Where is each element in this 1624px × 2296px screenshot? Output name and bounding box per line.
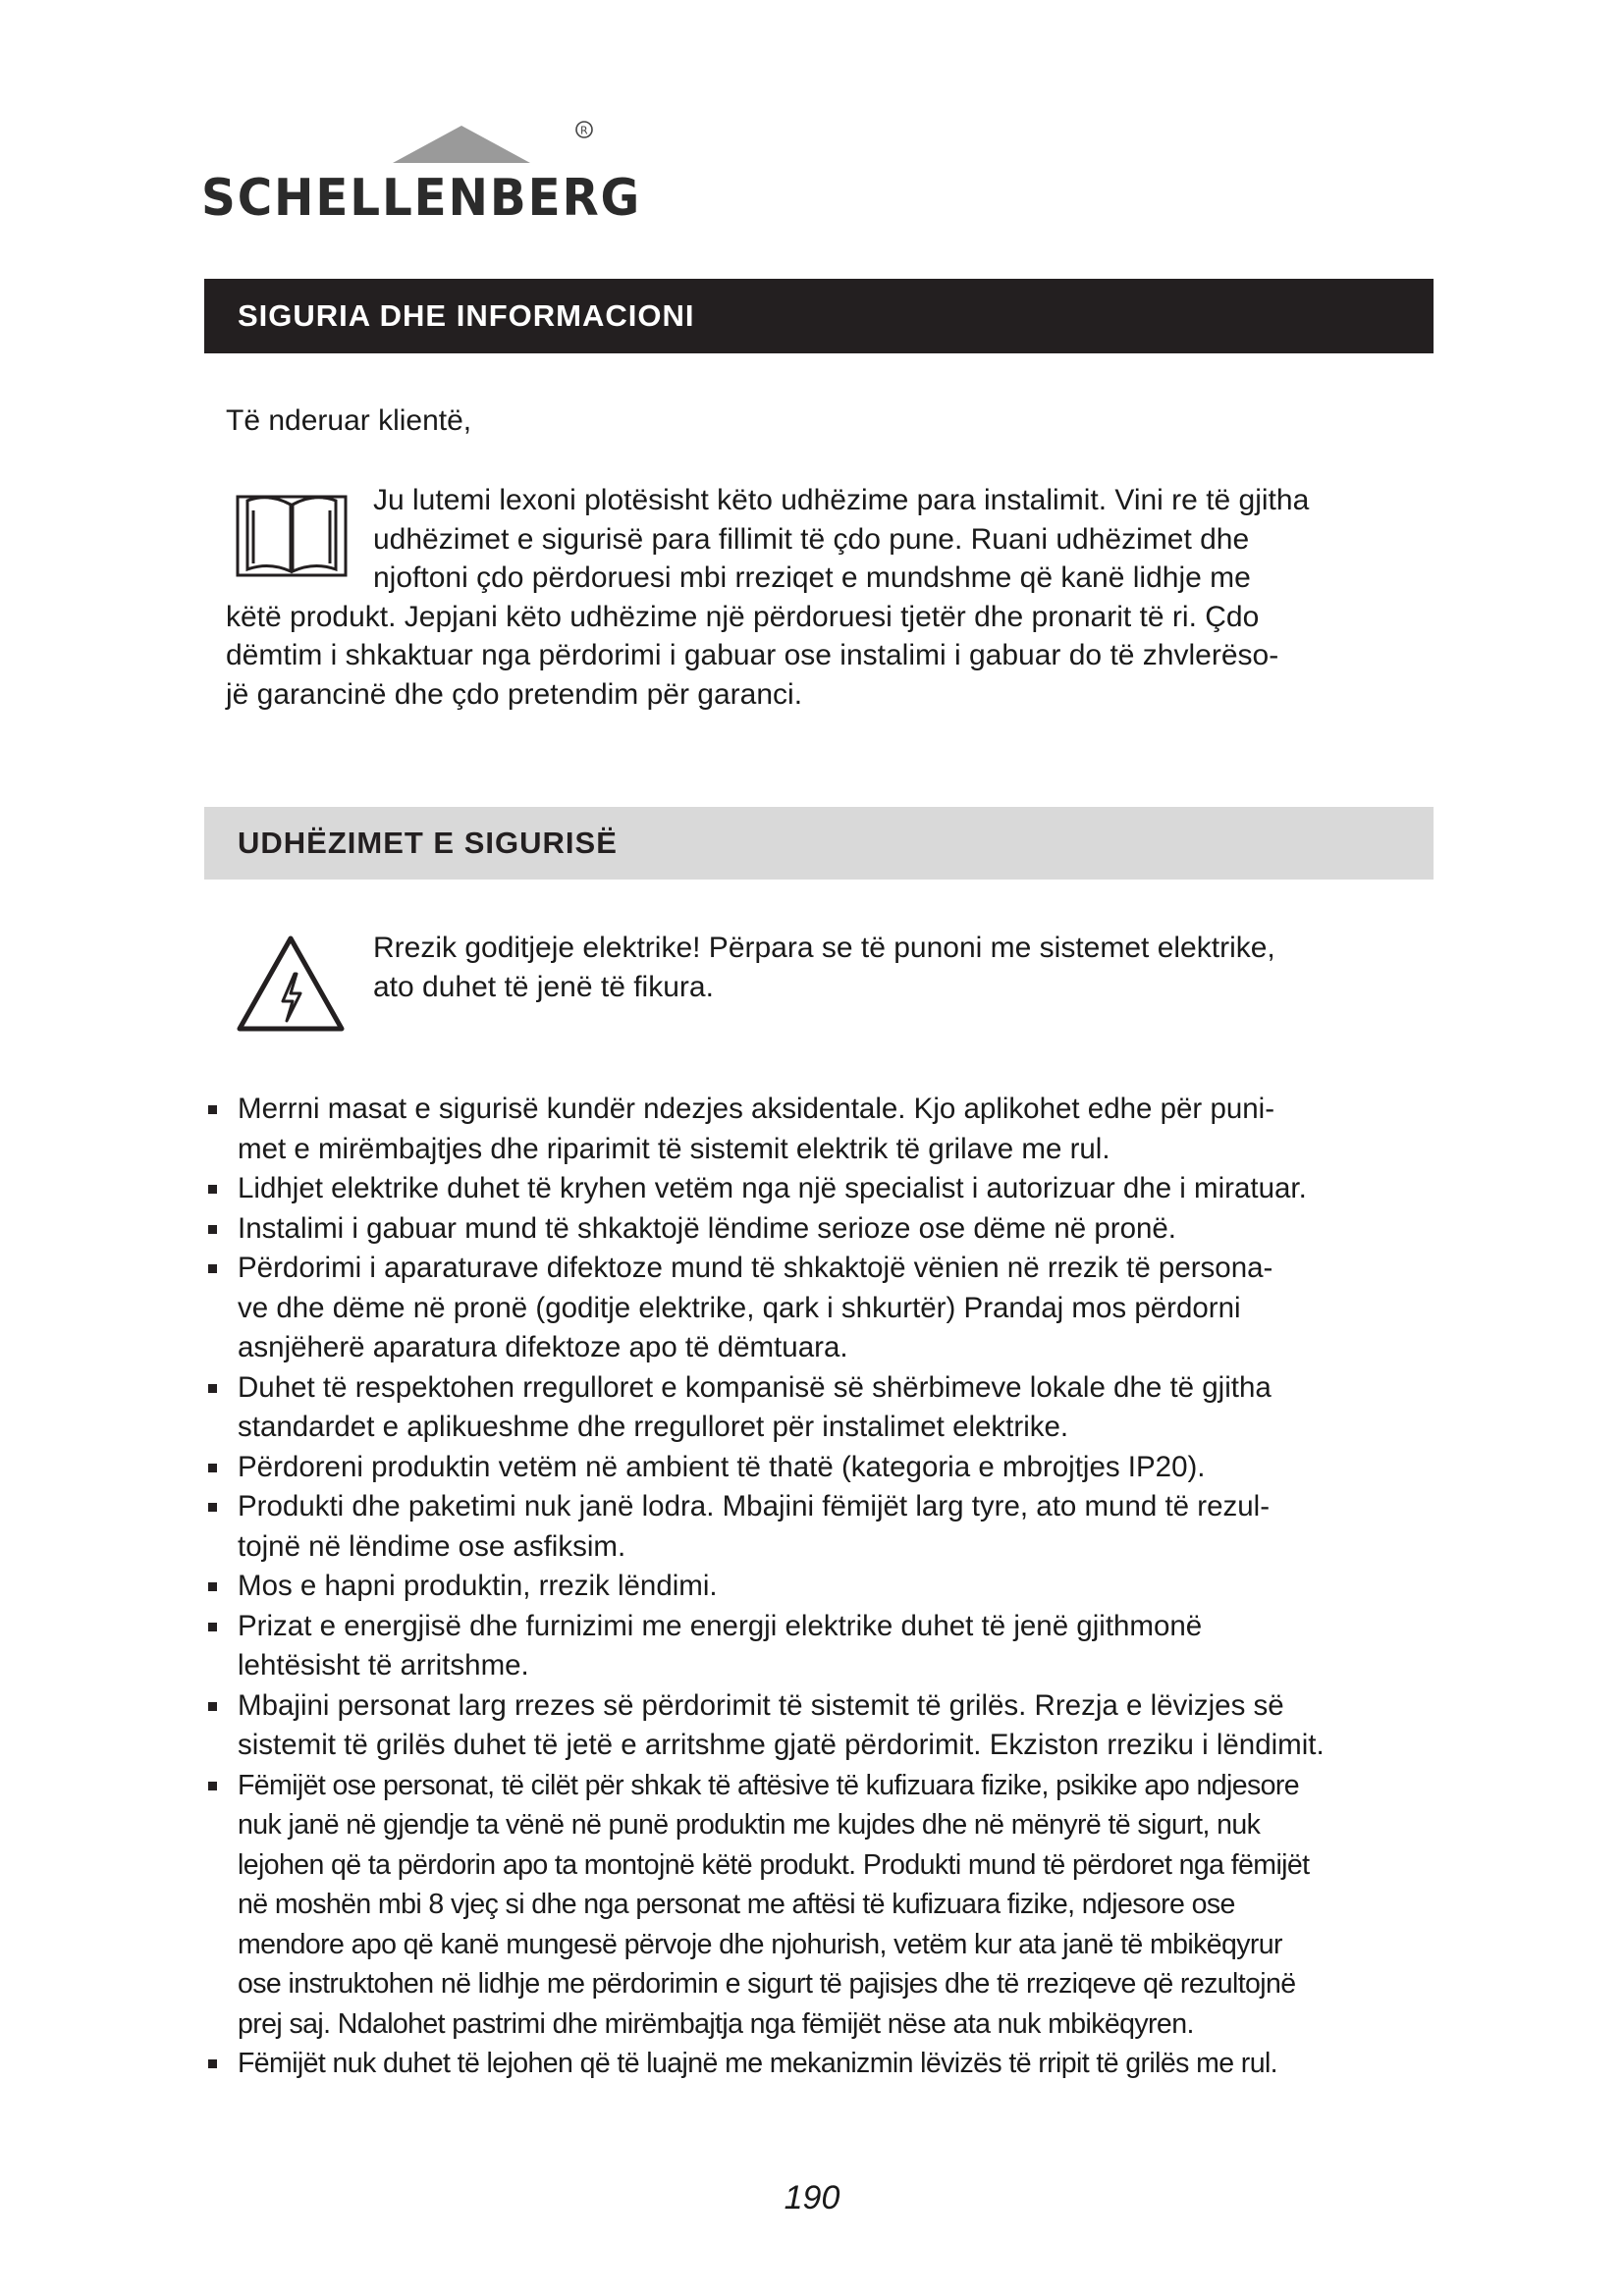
greeting: Të nderuar klientë, [226, 404, 472, 437]
safety-title: UDHËZIMET E SIGURISË [238, 826, 618, 860]
list-item [204, 1090, 1441, 1169]
section-title: SIGURIA DHE INFORMACIONI [238, 298, 695, 333]
list-item-line: standardet e aplikueshme dhe rregulloret për instalimet elektrike. [238, 1411, 1069, 1443]
list-item-line: ose instruktohen në lidhje me përdorimin e sigurt të pajisjes dhe të rreziqeve që rezultojnë [238, 1968, 1296, 2000]
list-item-line: Instalimi i gabuar mund të shkaktojë lëndime serioze ose dëme në pronë. [238, 1211, 1176, 1245]
list-item [204, 1169, 1441, 1209]
intro-line: Ju lutemi lexoni plotësisht këto udhëzime para instalimit. Vini re të gjitha [373, 484, 1310, 516]
list-item-line: në moshën mbi 8 vjeç si dhe nga personat me aftësi të kufizuara fizike, ndjesore ose [238, 1889, 1235, 1920]
list-item-line: Përdorimi i aparaturave difektoze mund të shkaktojë vënien në rrezik të persona- [238, 1252, 1273, 1284]
electric-warning-text [373, 929, 1275, 1007]
list-item-line: ve dhe dëme në pronë (goditje elektrike, qark i shkurtër) Prandaj mos përdorni [238, 1291, 1241, 1324]
list-item-line: prej saj. Ndalohet pastrimi dhe mirëmbajtja nga fëmijët nëse ata nuk mbikëqyren. [238, 2007, 1194, 2040]
list-item-line: Përdoreni produktin vetëm në ambient të thatë (kategoria e mbrojtjes IP20). [238, 1450, 1206, 1483]
list-item-line: Prizat e energjisë dhe furnizimi me energji elektrike duhet të jenë gjithmonë [238, 1609, 1203, 1642]
list-item-line: lejohen që ta përdorin apo ta montojnë këtë produkt. Produkti mund të përdoret nga fëmijët [238, 1848, 1310, 1881]
house-roof-icon [201, 118, 594, 177]
list-item [204, 1766, 1441, 2045]
safety-header [204, 807, 1434, 880]
list-item [204, 1487, 1441, 1567]
list-item-line: Duhet të respektohen rregulloret e kompanisë së shërbimeve lokale dhe të gjitha [238, 1370, 1272, 1404]
list-item-line: Lidhjet elektrike duhet të kryhen vetëm nga një specialist i autorizuar dhe i miratuar. [238, 1172, 1307, 1204]
intro-line: jë garancinë dhe çdo pretendim për garanci. [226, 677, 803, 711]
safety-instructions-list [204, 1090, 1441, 2084]
list-item-line: Produkti dhe paketimi nuk janë lodra. Mbajini fëmijët larg tyre, ato mund të rezul- [238, 1490, 1271, 1522]
list-item [204, 1448, 1441, 1488]
list-item [204, 1567, 1441, 1607]
list-item [204, 1686, 1441, 1766]
list-item-line: sistemit të grilës duhet të jetë e arritshme gjatë përdorimit. Ekziston rreziku i lëndimit. [238, 1729, 1325, 1761]
brand-name: SCHELLENBERG [201, 169, 642, 228]
list-item-line: Merrni masat e sigurisë kundër ndezjes aksidentale. Kjo aplikohet edhe për puni- [238, 1093, 1275, 1125]
registered-mark: R [580, 124, 588, 137]
list-item-line: lehtësisht të arritshme. [238, 1649, 529, 1682]
list-item-line: mendore apo që kanë mungesë përvoje dhe njohurish, vetëm kur ata janë të mbikëqyrur [238, 1928, 1282, 1960]
list-item-line: Fëmijët ose personat, të cilët për shkak të aftësive të kufizuara fizike, psikike apo ndjesore [238, 1769, 1299, 1801]
intro-line: këtë produkt. Jepjani këto udhëzime një përdoruesi tjetër dhe pronarit të ri. Çdo [226, 600, 1260, 633]
list-item-line: nuk janë në gjendje ta vënë në punë produktin me kujdes dhe në mënyrë të sigurt, nuk [238, 1809, 1261, 1841]
intro-paragraph [226, 481, 1429, 714]
list-item [204, 2044, 1441, 2084]
intro-line: njoftoni çdo përdoruesi mbi rreziqet e mundshme që kanë lidhje me [373, 561, 1251, 594]
section-header [204, 279, 1434, 353]
list-item-line: asnjëherë aparatura difektoze apo të dëmtuara. [238, 1331, 848, 1363]
list-item [204, 1209, 1441, 1250]
list-item-line: Mos e hapni produktin, rrezik lëndimi. [238, 1570, 718, 1602]
brand-logo [201, 118, 642, 228]
list-item [204, 1607, 1441, 1686]
intro-line: dëmtim i shkaktuar nga përdorimi i gabuar ose instalimi i gabuar do të zhvlerëso- [226, 639, 1279, 671]
warning-line: Rrezik goditjeje elektrike! Përpara se të punoni me sistemet elektrike, [373, 932, 1275, 964]
page-number: 190 [784, 2179, 840, 2216]
list-item-line: Mbajini personat larg rrezes së përdorimit të sistemit të grilës. Rrezja e lëvizjes së [238, 1688, 1284, 1722]
list-item-line: tojnë në lëndime ose asfiksim. [238, 1529, 626, 1563]
list-item-line: met e mirëmbajtjes dhe riparimit të sistemit elektrik të grilave me rul. [238, 1132, 1110, 1165]
list-item [204, 1368, 1441, 1448]
list-item [204, 1249, 1441, 1368]
list-item-line: Fëmijët nuk duhet të lejohen që të luajnë me mekanizmin lëvizës të rripit të grilës me rul. [238, 2048, 1278, 2079]
electric-warning-icon [236, 933, 346, 1035]
warning-line: ato duhet të jenë të fikura. [373, 971, 714, 1003]
intro-line: udhëzimet e sigurisë para fillimit të çdo pune. Ruani udhëzimet dhe [373, 522, 1250, 556]
